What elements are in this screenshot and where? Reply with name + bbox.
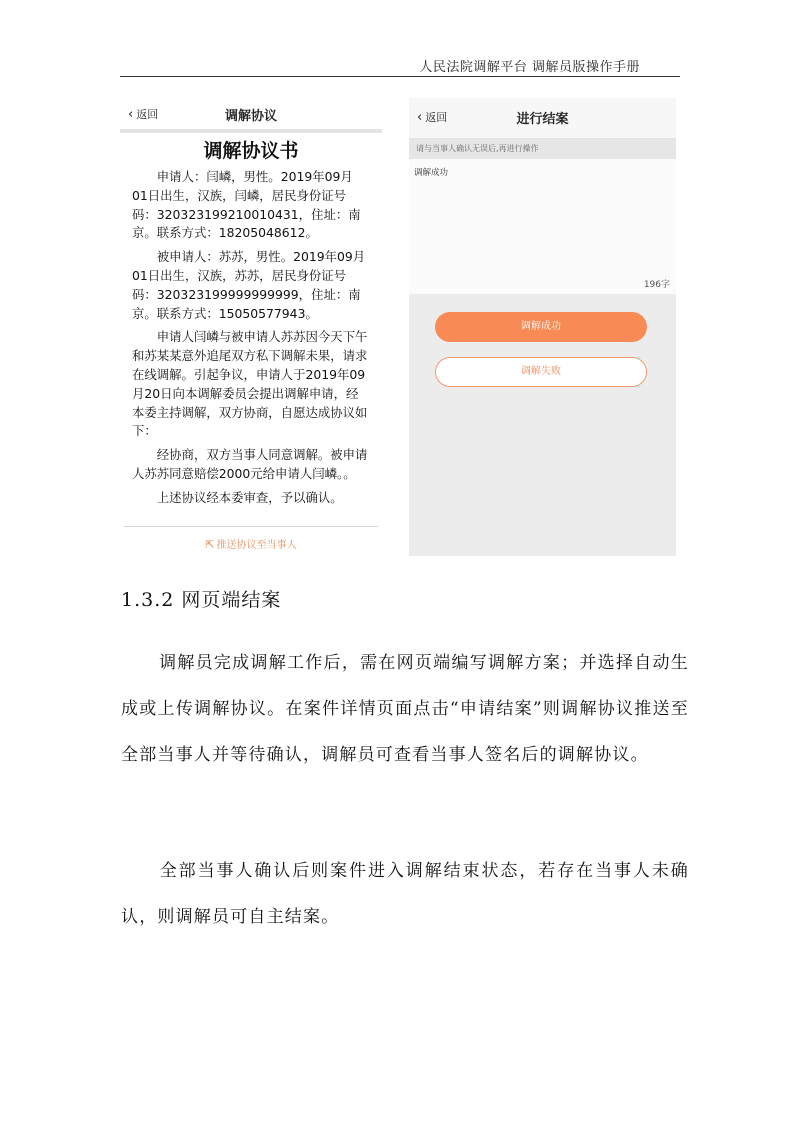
bottom-divider — [124, 526, 378, 527]
mediation-fail-button[interactable]: 调解失败 — [435, 357, 647, 387]
close-case-nav-bar — [409, 98, 676, 139]
nav-title: 进行结案 — [516, 112, 569, 127]
push-agreement-label: 推送协议至当事人 — [216, 540, 297, 551]
facts-paragraph: 申请人闫嶙与被申请人苏苏因今天下午和苏某某意外追尾双方私下调解未果，请求在线调解。引起争议，申请人于2019年09月20日向本调解委员会提出调解申请，经本委主持调解，双方协商，自愿达成协议如下： — [132, 329, 368, 439]
manual-header-title: 人民法院调解平台 调解员版操作手册 — [419, 60, 640, 75]
section-heading: 1.3.2 网页端结案 — [121, 589, 282, 611]
char-count: 196字 — [643, 280, 670, 290]
respondent-paragraph: 被申请人：苏苏，男性。2019年09月01日出生，汉族，苏苏，居民身份证号码：320323199999999999，住址：南京。联系方式：15050577943。 — [132, 249, 366, 321]
nav-title: 调解协议 — [224, 109, 277, 124]
paragraph-2-text: 全部当事人确认后则案件进入调解结束状态，若存在当事人未确认，则调解员可自主结案。 — [121, 861, 689, 927]
back-label: 返回 — [136, 108, 159, 121]
applicant-paragraph: 申请人：闫嶙，男性。2019年09月01日出生，汉族，闫嶙，居民身份证号码：320323199210010431，住址：南京。联系方式：18205048612。 — [132, 169, 361, 241]
push-agreement-button[interactable] — [120, 536, 382, 551]
header-rule — [120, 76, 680, 77]
confirm-notice: 请与当事人确认无误后,再进行操作 — [409, 139, 676, 159]
agreement-body — [132, 168, 368, 513]
result-text: 调解成功 — [414, 168, 449, 178]
chevron-left-icon: ‹ — [417, 110, 423, 125]
agreement-doc-title: 调解协议书 — [203, 140, 299, 162]
terms-paragraph: 经协商，双方当事人同意调解。被申请人苏苏同意赔偿2000元给申请人闫嶙。。 — [132, 447, 368, 481]
mediation-success-button[interactable]: 调解成功 — [435, 312, 647, 342]
confirmation-paragraph: 上述协议经本委审查，予以确认。 — [156, 489, 343, 505]
chevron-left-icon: ‹ — [128, 107, 134, 122]
paragraph-1-text: 调解员完成调解工作后，需在网页端编写调解方案；并选择自动生成或上传调解协议。在案件详情页面点击“申请结案”则调解协议推送至全部当事人并等待确认，调解员可查看当事人签名后的调解协议。 — [121, 653, 689, 765]
agreement-screenshot — [120, 98, 382, 558]
share-icon: ⇱ — [205, 538, 215, 551]
agreement-nav-bar — [120, 98, 382, 132]
close-case-screenshot — [409, 98, 676, 556]
paragraph-web-close — [121, 640, 689, 778]
back-label: 返回 — [425, 111, 448, 124]
paragraph-self-close — [121, 848, 689, 940]
result-textarea[interactable] — [409, 159, 676, 294]
nav-divider — [120, 129, 382, 133]
